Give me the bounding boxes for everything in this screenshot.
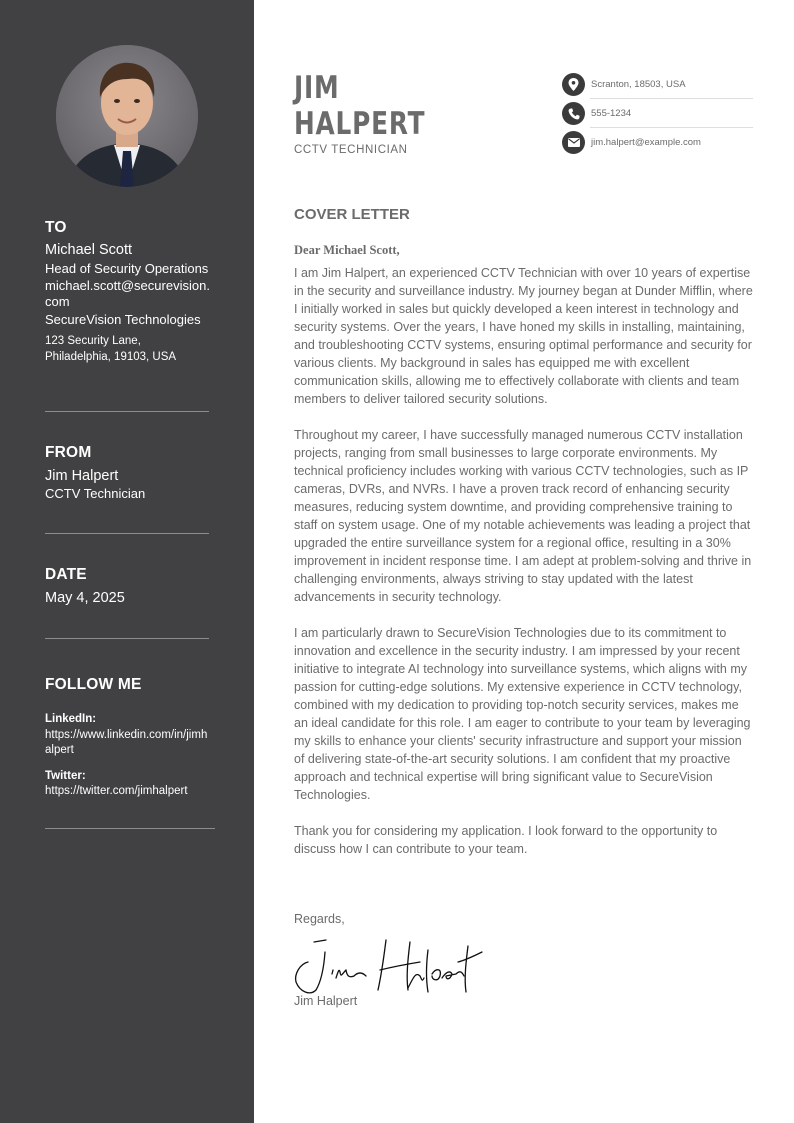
last-name: HALPERT [294, 106, 426, 142]
sender-title: CCTV Technician [45, 486, 146, 501]
social-section [45, 676, 215, 800]
sidebar [0, 0, 254, 1123]
recipient-title: Head of Security Operations [45, 261, 209, 276]
recipient-company: SecureVision Technologies [45, 311, 201, 327]
cover-letter-title: COVER LETTER [294, 206, 410, 223]
contact-location [562, 70, 753, 99]
letter-paragraph: I am particularly drawn to SecureVision Technologies due to its commitment to innovation and excellence in the security industry. I am impressed by your recent initiative to integrate AI technology into surveillance systems, which aligns with my passion for cutting-edge solutions. My extensive experience in CCTV technology, combined with my dedication to providing top-notch security services, makes me an ideal candidate for this role. I am eager to contribute to your team by leveraging my skills to enhance your clients' security infrastructure and support your mission of delivering state-of-the-art security solutions. I am confident that my proactive approach and technical expertise will bring significant value to SecureVision Technologies. [294, 626, 751, 802]
recipient-address-line1: 123 Security Lane, [45, 335, 141, 347]
letter-paragraph: Thank you for considering my application. I look forward to the opportunity to discuss how I can contribute to your team. [294, 824, 718, 856]
date-heading: DATE [45, 566, 87, 583]
envelope-icon [562, 131, 585, 154]
recipient-email: michael.scott@securevision.com [45, 277, 210, 309]
twitter-link[interactable]: https://twitter.com/jimhalpert [45, 785, 188, 797]
to-heading: TO [45, 219, 67, 236]
profile-photo [56, 45, 198, 187]
signer-name: Jim Halpert [294, 994, 358, 1008]
linkedin-link[interactable]: https://www.linkedin.com/in/jimhalpert [45, 728, 208, 756]
section-divider [45, 533, 209, 534]
email-text[interactable]: jim.halpert@example.com [591, 137, 701, 148]
applicant-name [294, 70, 425, 142]
closing: Regards, [294, 912, 345, 926]
recipient-section [45, 219, 215, 365]
location-pin-icon [562, 73, 585, 96]
recipient-address-line2: Philadelphia, 19103, USA [45, 350, 177, 363]
letter-paragraph: Throughout my career, I have successfully managed numerous CCTV installation projects, ranging from small businesses to large corporate environments. My technical proficiency includes working with various CCTV technologies, such as IP cameras, DVRs, and NVRs. I have a proven track record of enhancing security measures, reducing system downtime, and providing comprehensive training to staff on system usage. One of my notable achievements was leading a project that upgraded the entire surveillance system for a regional office, resulting in a 30% improvement in incident response time. I am adept at problem-solving and thrive in challenging environments, always striving to stay updated with the latest advancements in security technology. [294, 428, 752, 604]
recipient-name: Michael Scott [45, 242, 133, 258]
twitter-label: Twitter: [45, 769, 86, 782]
contact-phone [562, 99, 753, 128]
date-section [45, 566, 215, 607]
sender-section [45, 444, 215, 503]
applicant-job-title: CCTV TECHNICIAN [294, 144, 408, 156]
signature [292, 936, 487, 1003]
follow-heading: FOLLOW ME [45, 676, 142, 693]
letter-date: May 4, 2025 [45, 590, 125, 606]
contact-email [562, 128, 753, 157]
first-name: JIM [294, 70, 340, 106]
from-heading: FROM [45, 444, 92, 461]
location-text: Scranton, 18503, USA [591, 79, 686, 90]
salutation: Dear Michael Scott, [294, 243, 400, 257]
section-divider [45, 638, 209, 639]
phone-icon [562, 102, 585, 125]
phone-text: 555-1234 [591, 108, 632, 119]
section-divider [45, 411, 209, 412]
sender-name: Jim Halpert [45, 468, 119, 484]
letter-paragraph: I am Jim Halpert, an experienced CCTV Technician with over 10 years of expertise in the security and surveillance industry. My journey began at Dunder Mifflin, where I initially worked in sales but quickly developed a keen interest in technology and security systems. Over the years, I have honed my skills in installing, maintaining, and troubleshooting CCTV systems, ensuring optimal performance and security for various clients. My background in sales has equipped me with excellent communication skills, allowing me to effectively collaborate with clients and team members to deliver tailored security solutions. [294, 266, 753, 406]
linkedin-label: LinkedIn: [45, 713, 97, 725]
section-divider [45, 828, 215, 829]
